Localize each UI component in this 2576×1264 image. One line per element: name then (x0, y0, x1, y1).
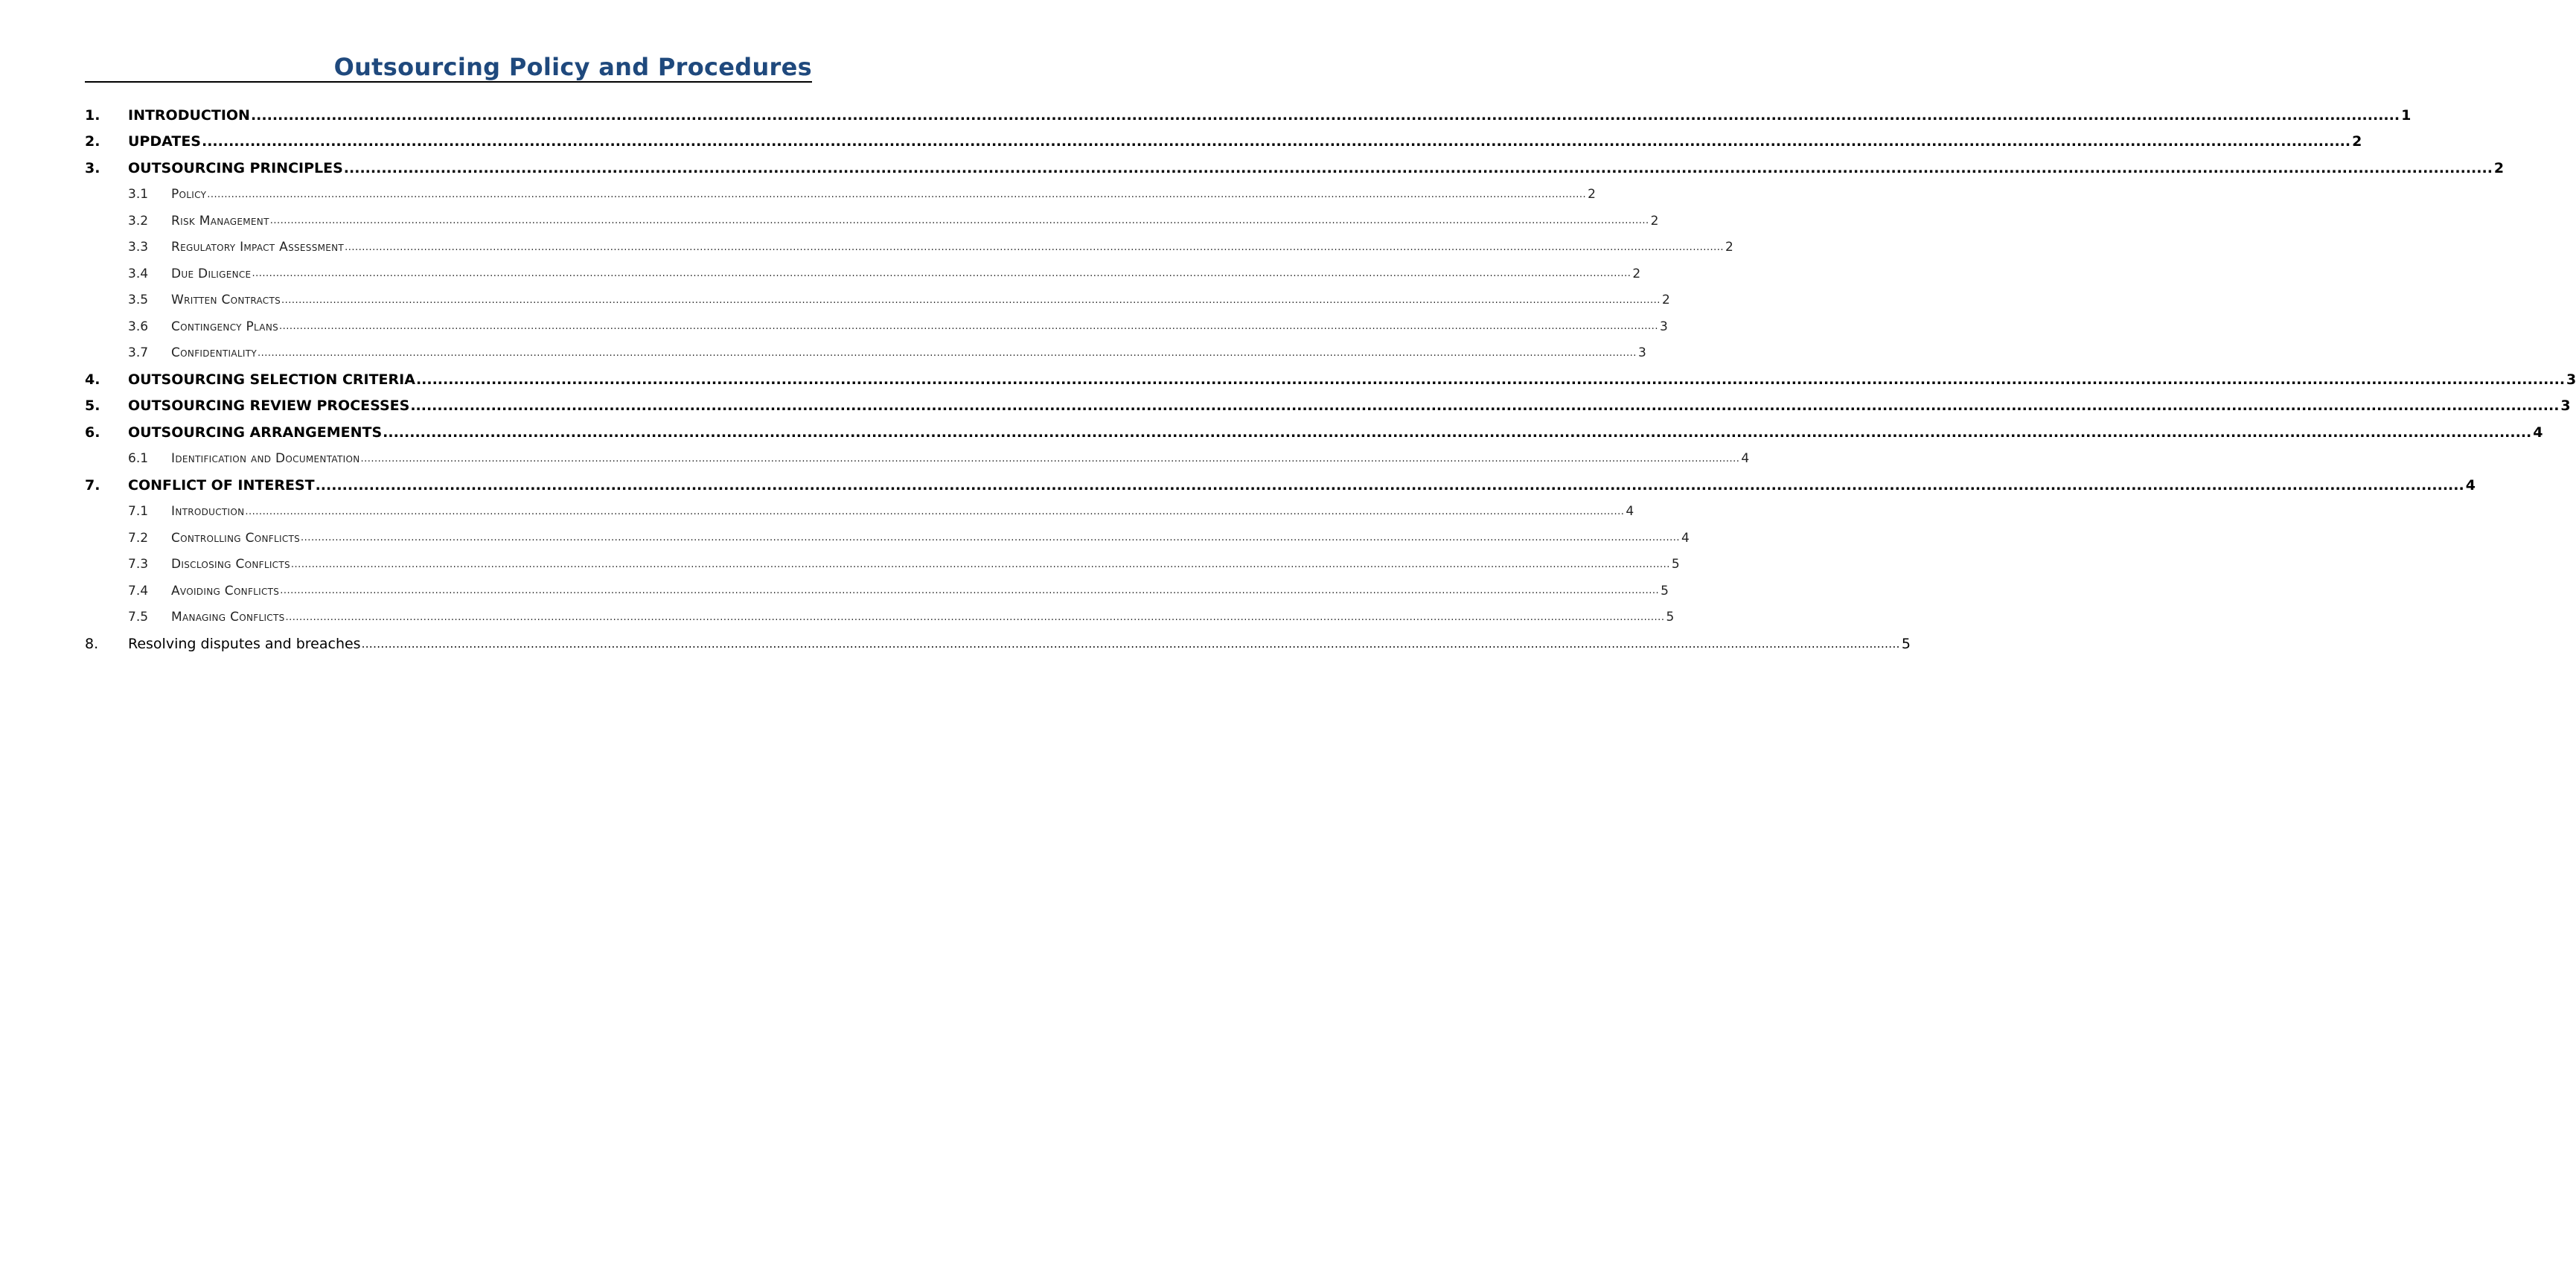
toc-entry-number: 4. (85, 371, 100, 388)
toc-entry-number: 3.4 (128, 266, 149, 281)
toc-entry-number: 7.3 (128, 557, 149, 572)
toc-entry-number: 7. (85, 476, 100, 494)
toc-entry-page-number: 4 (1681, 530, 1690, 546)
toc-entry-title: Written Contracts (171, 293, 281, 308)
toc-dot-leader: ................................................................................................................................................................................................................................................................................................................................................................................................................ (207, 188, 1587, 200)
toc-entry-number: 3.3 (128, 240, 149, 255)
toc-dot-leader: ................................................................................................................................................................................................................................................................................................................................................................................................................ (269, 215, 1649, 227)
toc-entry-page-number: 4 (1626, 504, 1634, 520)
toc-dot-leader: ................................................................................................................................................................................................................................................................................................................................................................................................................ (252, 268, 1631, 280)
toc-entry[interactable] (85, 129, 2362, 156)
toc-entry[interactable] (85, 182, 1596, 208)
toc-entry-title: Regulatory Impact Assessment (171, 240, 345, 255)
toc-entry-page-number: 2 (1661, 293, 1670, 308)
toc-entry-number: 2. (85, 133, 100, 150)
toc-entry-title: UPDATES (128, 133, 201, 150)
toc-entry[interactable] (85, 578, 1669, 604)
toc-entry-title: Risk Management (171, 213, 269, 229)
toc-entry[interactable] (85, 102, 2412, 129)
toc-entry-title: OUTSOURCING REVIEW PROCESSES (128, 398, 410, 415)
toc-entry[interactable] (85, 499, 1634, 526)
toc-entry-page-number: 5 (1666, 610, 1675, 625)
toc-dot-leader: ................................................................................................................................................................................................................................................................................................................................................................................................................ (345, 241, 1725, 253)
toc-dot-leader: ................................................................................................................................................................................................................................................................................................................................................................................................................ (279, 321, 1658, 333)
toc-dot-leader: ................................................................................................................................................................................................................................................................................................................................................................................................................ (258, 347, 1637, 359)
toc-entry-title: OUTSOURCING PRINCIPLES (128, 159, 343, 176)
toc-entry-title: CONFLICT OF INTEREST (128, 476, 315, 494)
toc-entry-title: Identification and Documentation (171, 451, 360, 467)
toc-entry[interactable] (85, 313, 1668, 340)
toc-dot-leader: ................................................................................................................................................................................................................................................................................................................................................................................................................ (290, 558, 1670, 570)
toc-entry-title: Confidentiality (171, 345, 257, 361)
toc-dot-leader: ................................................................................................................................................................................................................................................................................................................................................................................................................ (281, 294, 1661, 306)
toc-dot-leader: ................................................................................................................................................................................................................................................................................................................................................................................................................ (361, 637, 1900, 651)
toc-dot-leader: ................................................................................................................................................................................................................................................................................................................................................................................................................ (383, 424, 2532, 441)
toc-entry-page-number: 2 (2493, 159, 2505, 176)
toc-entry-number: 6.1 (128, 451, 149, 467)
toc-entry-title: Contingency Plans (171, 319, 279, 334)
toc-entry-number: 5. (85, 398, 100, 415)
toc-entry-title: Resolving disputes and breaches (128, 636, 361, 652)
toc-entry[interactable] (85, 525, 1690, 552)
table-of-contents (85, 102, 2576, 657)
toc-dot-leader: ................................................................................................................................................................................................................................................................................................................................................................................................................ (250, 106, 2400, 124)
toc-entry-page-number: 2 (2352, 133, 2362, 150)
toc-entry[interactable] (85, 446, 1750, 473)
toc-entry[interactable] (85, 393, 2571, 420)
toc-dot-leader: ................................................................................................................................................................................................................................................................................................................................................................................................................ (285, 611, 1665, 623)
toc-entry-number: 6. (85, 424, 100, 441)
toc-entry-title: Managing Conflicts (171, 610, 285, 625)
toc-entry-page-number: 4 (1741, 451, 1750, 467)
toc-entry-title: Due Diligence (171, 266, 252, 281)
toc-entry-number: 1. (85, 106, 100, 124)
toc-entry-title: Disclosing Conflicts (171, 557, 290, 572)
toc-entry-page-number: 2 (1632, 266, 1641, 281)
toc-entry-page-number: 4 (2533, 424, 2543, 441)
toc-entry-number: 7.2 (128, 530, 149, 546)
toc-entry-page-number: 2 (1588, 187, 1596, 202)
toc-entry-number: 3.5 (128, 293, 149, 308)
toc-entry-number: 3.1 (128, 187, 149, 202)
toc-dot-leader: ................................................................................................................................................................................................................................................................................................................................................................................................................ (245, 505, 1625, 517)
toc-entry[interactable] (85, 155, 2505, 182)
toc-entry-title: Controlling Conflicts (171, 530, 301, 546)
toc-entry-page-number: 3 (2566, 371, 2576, 388)
toc-entry-page-number: 2 (1725, 240, 1733, 255)
toc-dot-leader: ................................................................................................................................................................................................................................................................................................................................................................................................................ (343, 159, 2493, 176)
toc-dot-leader: ................................................................................................................................................................................................................................................................................................................................................................................................................ (410, 398, 2560, 415)
toc-entry[interactable] (85, 631, 1911, 657)
toc-entry[interactable] (85, 366, 2576, 393)
toc-entry[interactable] (85, 419, 2543, 446)
document-title: Outsourcing Policy and Procedures (333, 53, 812, 81)
toc-entry-page-number: 3 (2560, 398, 2571, 415)
toc-dot-leader: ................................................................................................................................................................................................................................................................................................................................................................................................................ (301, 532, 1680, 544)
toc-entry[interactable] (85, 287, 1670, 314)
toc-dot-leader: ................................................................................................................................................................................................................................................................................................................................................................................................................ (315, 476, 2464, 494)
toc-entry[interactable] (85, 472, 2476, 499)
toc-entry-page-number: 5 (1671, 557, 1680, 572)
toc-entry-number: 7.1 (128, 504, 149, 520)
toc-entry[interactable] (85, 208, 1659, 234)
toc-entry-title: Introduction (171, 504, 245, 520)
toc-entry-title: Avoiding Conflicts (171, 583, 280, 599)
toc-dot-leader: ................................................................................................................................................................................................................................................................................................................................................................................................................ (201, 133, 2351, 150)
toc-entry-number: 3.6 (128, 319, 149, 334)
toc-entry-number: 8. (85, 636, 99, 652)
toc-entry-title: OUTSOURCING SELECTION CRITERIA (128, 371, 415, 388)
toc-entry-number: 7.5 (128, 610, 149, 625)
toc-dot-leader: ................................................................................................................................................................................................................................................................................................................................................................................................................ (415, 371, 2566, 388)
toc-entry-page-number: 4 (2465, 476, 2476, 494)
toc-entry[interactable] (85, 340, 1646, 367)
toc-entry-page-number: 5 (1901, 636, 1911, 652)
toc-dot-leader: ................................................................................................................................................................................................................................................................................................................................................................................................................ (280, 585, 1660, 597)
toc-entry[interactable] (85, 234, 1733, 261)
toc-entry-title: Policy (171, 187, 207, 202)
toc-entry-page-number: 5 (1661, 583, 1669, 599)
toc-entry-title: INTRODUCTION (128, 106, 250, 124)
toc-dot-leader: ................................................................................................................................................................................................................................................................................................................................................................................................................ (360, 453, 1740, 465)
toc-entry[interactable] (85, 552, 1680, 578)
toc-entry-title: OUTSOURCING ARRANGEMENTS (128, 424, 383, 441)
toc-entry-page-number: 1 (2401, 106, 2412, 124)
toc-entry-number: 3.2 (128, 213, 149, 229)
toc-entry[interactable] (85, 604, 1675, 631)
toc-entry-number: 7.4 (128, 583, 149, 599)
toc-entry-number: 3. (85, 159, 100, 176)
toc-entry-page-number: 3 (1637, 345, 1646, 361)
title-underline-rule (85, 81, 812, 83)
toc-entry-number: 3.7 (128, 345, 149, 361)
toc-entry-page-number: 3 (1659, 319, 1668, 334)
toc-entry[interactable] (85, 261, 1641, 287)
toc-entry-page-number: 2 (1650, 213, 1659, 229)
